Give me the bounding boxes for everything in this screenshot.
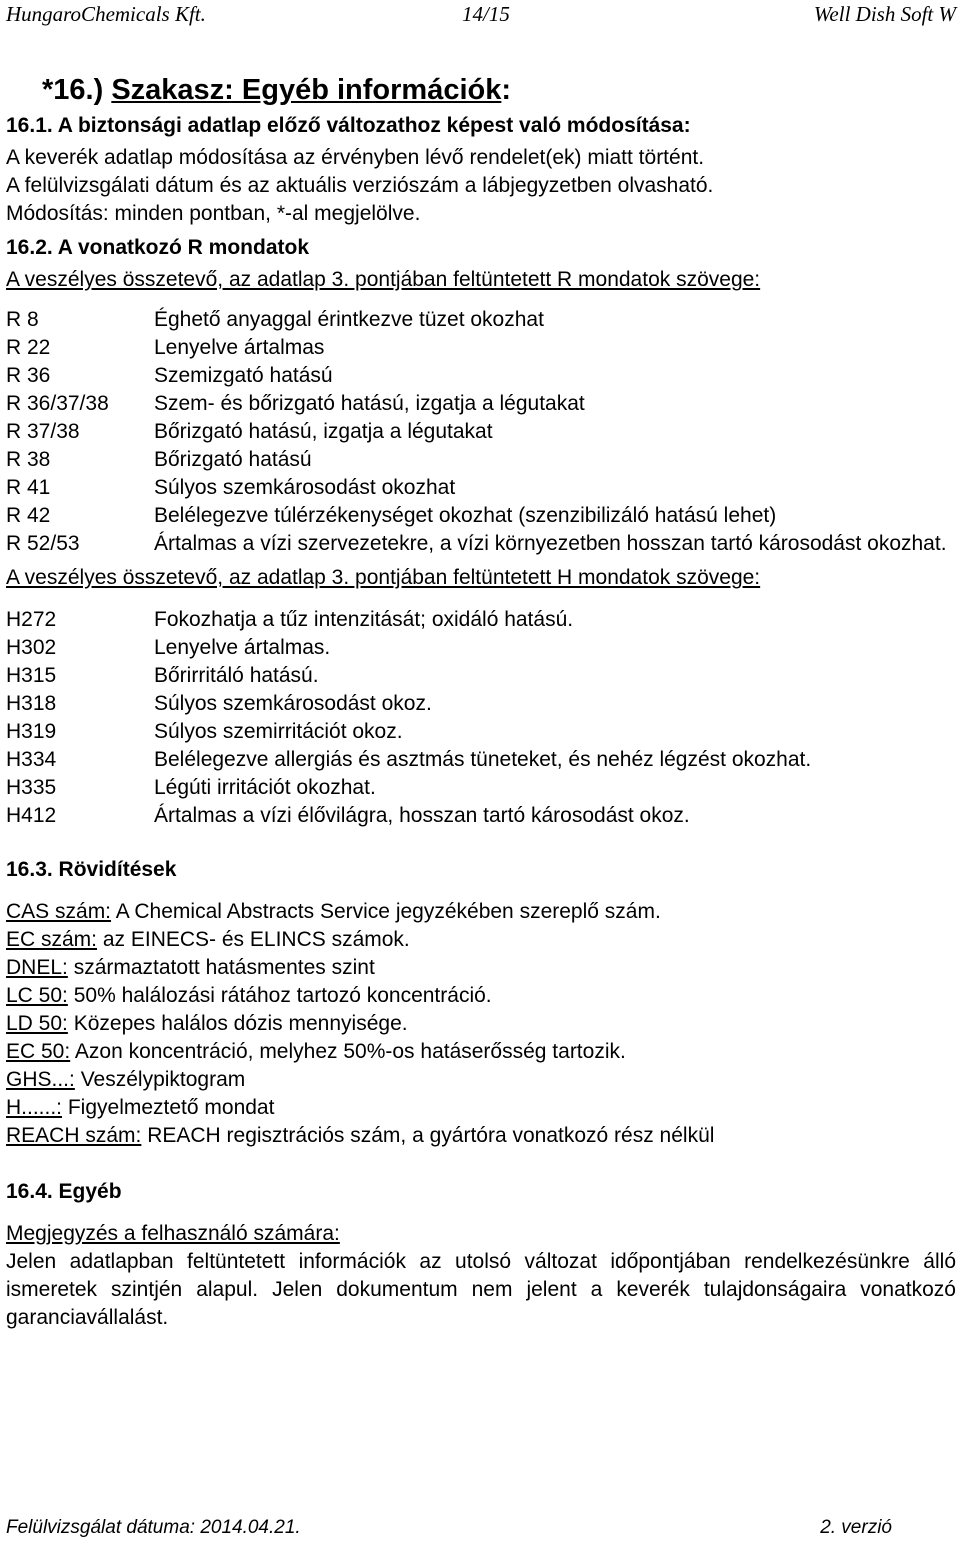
r-phrases-intro: A veszélyes összetevő, az adatlap 3. pontjában feltüntetett R mondatok szövege:: [6, 268, 761, 291]
abbreviation-desc: Figyelmeztető mondat: [62, 1096, 275, 1119]
subsection-16-1-body: [6, 144, 956, 228]
section-title-suffix: :: [501, 74, 512, 106]
phrase-text: Bőrizgató hatású, izgatja a légutakat: [154, 420, 493, 443]
abbreviation-desc: 50% halálozási rátához tartozó koncentráció.: [67, 984, 492, 1007]
abbreviation-term: DNEL:: [6, 956, 68, 979]
abbreviation-term: EC szám:: [6, 928, 98, 951]
abbreviation-row: [6, 954, 956, 982]
footer-review-date: Felülvizsgálat dátuma: 2014.04.21.: [6, 1517, 301, 1538]
section-title-text: Szakasz: Egyéb információk: [111, 74, 502, 106]
abbreviation-term: EC 50:: [6, 1040, 71, 1063]
h-phrase-row: [6, 606, 956, 634]
phrase-code: R 42: [6, 504, 51, 527]
phrase-text: Szem- és bőrizgató hatású, izgatja a légutakat: [154, 392, 585, 415]
r-phrase-row: [6, 446, 956, 474]
page-header: [6, 2, 956, 28]
phrase-code: H412: [6, 804, 57, 827]
subsection-16-2-heading: 16.2. A vonatkozó R mondatok: [6, 236, 309, 259]
abbreviation-desc: az EINECS- és ELINCS számok.: [97, 928, 410, 951]
phrase-code: R 41: [6, 476, 51, 499]
h-phrase-row: [6, 662, 956, 690]
phrase-text: Légúti irritációt okozhat.: [154, 776, 376, 799]
r-phrase-row: [6, 306, 956, 334]
page-footer: [6, 1517, 892, 1541]
phrase-code: H319: [6, 720, 57, 743]
phrase-code: R 8: [6, 308, 39, 331]
abbreviation-row: [6, 1010, 956, 1038]
r-phrase-row: [6, 390, 956, 418]
abbreviation-term: LC 50:: [6, 984, 68, 1007]
abbreviation-term: H......:: [6, 1096, 63, 1119]
s1-line: A felülvizsgálati dátum és az aktuális verziószám a lábjegyzetben olvasható.: [6, 174, 714, 197]
r-phrase-row: [6, 502, 956, 530]
header-page-number: 14/15: [462, 2, 510, 26]
abbreviation-term: LD 50:: [6, 1012, 68, 1035]
subsection-16-3-heading: 16.3. Rövidítések: [6, 858, 177, 881]
phrase-code: R 38: [6, 448, 51, 471]
phrase-code: H315: [6, 664, 57, 687]
abbreviation-desc: származtatott hatásmentes szint: [67, 956, 375, 979]
document-body: [6, 72, 956, 1332]
section-title-prefix: *16.): [42, 74, 104, 106]
abbreviation-row: [6, 982, 956, 1010]
h-phrase-row: [6, 634, 956, 662]
r-phrase-row: [6, 530, 956, 558]
phrase-code: R 52/53: [6, 532, 80, 555]
abbreviation-desc: Azon koncentráció, melyhez 50%-os hatáserősség tartozik.: [70, 1040, 626, 1063]
r-phrase-row: [6, 334, 956, 362]
phrase-text: Bőrirritáló hatású.: [154, 664, 319, 687]
abbreviations-list: [6, 898, 956, 1150]
phrase-text: Belélegezve túlérzékenységet okozhat (szenzibilizáló hatású lehet): [154, 504, 777, 527]
phrase-text: Szemizgató hatású: [154, 364, 333, 387]
phrase-code: R 37/38: [6, 420, 80, 443]
s1-line: A keverék adatlap módosítása az érvényben lévő rendelet(ek) miatt történt.: [6, 146, 705, 169]
phrase-code: H302: [6, 636, 57, 659]
phrase-text: Lenyelve ártalmas: [154, 336, 325, 359]
abbreviation-desc: A Chemical Abstracts Service jegyzékében szereplő szám.: [111, 900, 661, 923]
phrase-text: Súlyos szemkárosodást okoz.: [154, 692, 432, 715]
s1-line: Módosítás: minden pontban, *-al megjelölve.: [6, 202, 421, 225]
abbreviation-desc: REACH regisztrációs szám, a gyártóra vonatkozó rész nélkül: [141, 1124, 715, 1147]
phrase-code: R 22: [6, 336, 51, 359]
h-phrases-intro: A veszélyes összetevő, az adatlap 3. pontjában feltüntetett H mondatok szövege:: [6, 566, 761, 589]
phrase-text: Súlyos szemirritációt okoz.: [154, 720, 403, 743]
abbreviation-row: [6, 1122, 956, 1150]
phrase-text: Ártalmas a vízi szervezetekre, a vízi környezetben hosszan tartó károsodást okozhat.: [154, 532, 947, 555]
phrase-text: Súlyos szemkárosodást okozhat: [154, 476, 456, 499]
h-phrase-row: [6, 718, 956, 746]
h-phrase-row: [6, 690, 956, 718]
section-title: [42, 72, 956, 108]
r-phrases-list: [6, 306, 956, 558]
user-note-text: Jelen adatlapban feltüntetett információk az utolsó változat időpontjában rendelkezésünkre álló ismeretek szintjén alapul. Jelen dokumentum nem jelent a keverék tulajdonságaira vonatkozó garanciavállalást.: [6, 1250, 956, 1329]
abbreviation-desc: Veszélypiktogram: [74, 1068, 246, 1091]
footer-version: 2. verzió: [820, 1517, 892, 1538]
h-phrase-row: [6, 774, 956, 802]
r-phrase-row: [6, 362, 956, 390]
user-note-heading: Megjegyzés a felhasználó számára:: [6, 1222, 340, 1245]
phrase-code: H318: [6, 692, 57, 715]
phrase-text: Ártalmas a vízi élővilágra, hosszan tartó károsodást okoz.: [154, 804, 690, 827]
phrase-code: H335: [6, 776, 57, 799]
h-phrases-list: [6, 606, 956, 830]
phrase-code: H272: [6, 608, 57, 631]
abbreviation-row: [6, 1066, 956, 1094]
phrase-text: Bőrizgató hatású: [154, 448, 312, 471]
phrase-text: Éghető anyaggal érintkezve tüzet okozhat: [154, 308, 544, 331]
r-phrase-row: [6, 474, 956, 502]
abbreviation-row: [6, 898, 956, 926]
phrase-text: Belélegezve allergiás és asztmás tüneteket, és nehéz légzést okozhat.: [154, 748, 812, 771]
h-phrase-row: [6, 802, 956, 830]
phrase-code: H334: [6, 748, 57, 771]
header-software: Well Dish Soft W: [813, 2, 956, 26]
h-phrase-row: [6, 746, 956, 774]
abbreviation-term: CAS szám:: [6, 900, 112, 923]
abbreviation-row: [6, 926, 956, 954]
subsection-16-1-heading: 16.1. A biztonsági adatlap előző változathoz képest való módosítása:: [6, 114, 691, 137]
abbreviation-row: [6, 1094, 956, 1122]
phrase-text: Fokozhatja a tűz intenzitását; oxidáló hatású.: [154, 608, 574, 631]
abbreviation-term: GHS...:: [6, 1068, 75, 1091]
abbreviation-row: [6, 1038, 956, 1066]
r-phrase-row: [6, 418, 956, 446]
phrase-text: Lenyelve ártalmas.: [154, 636, 331, 659]
abbreviation-desc: Közepes halálos dózis mennyisége.: [67, 1012, 408, 1035]
abbreviation-term: REACH szám:: [6, 1124, 142, 1147]
phrase-code: R 36: [6, 364, 51, 387]
subsection-16-4-heading: 16.4. Egyéb: [6, 1180, 122, 1203]
phrase-code: R 36/37/38: [6, 392, 109, 415]
header-company: HungaroChemicals Kft.: [6, 2, 206, 26]
